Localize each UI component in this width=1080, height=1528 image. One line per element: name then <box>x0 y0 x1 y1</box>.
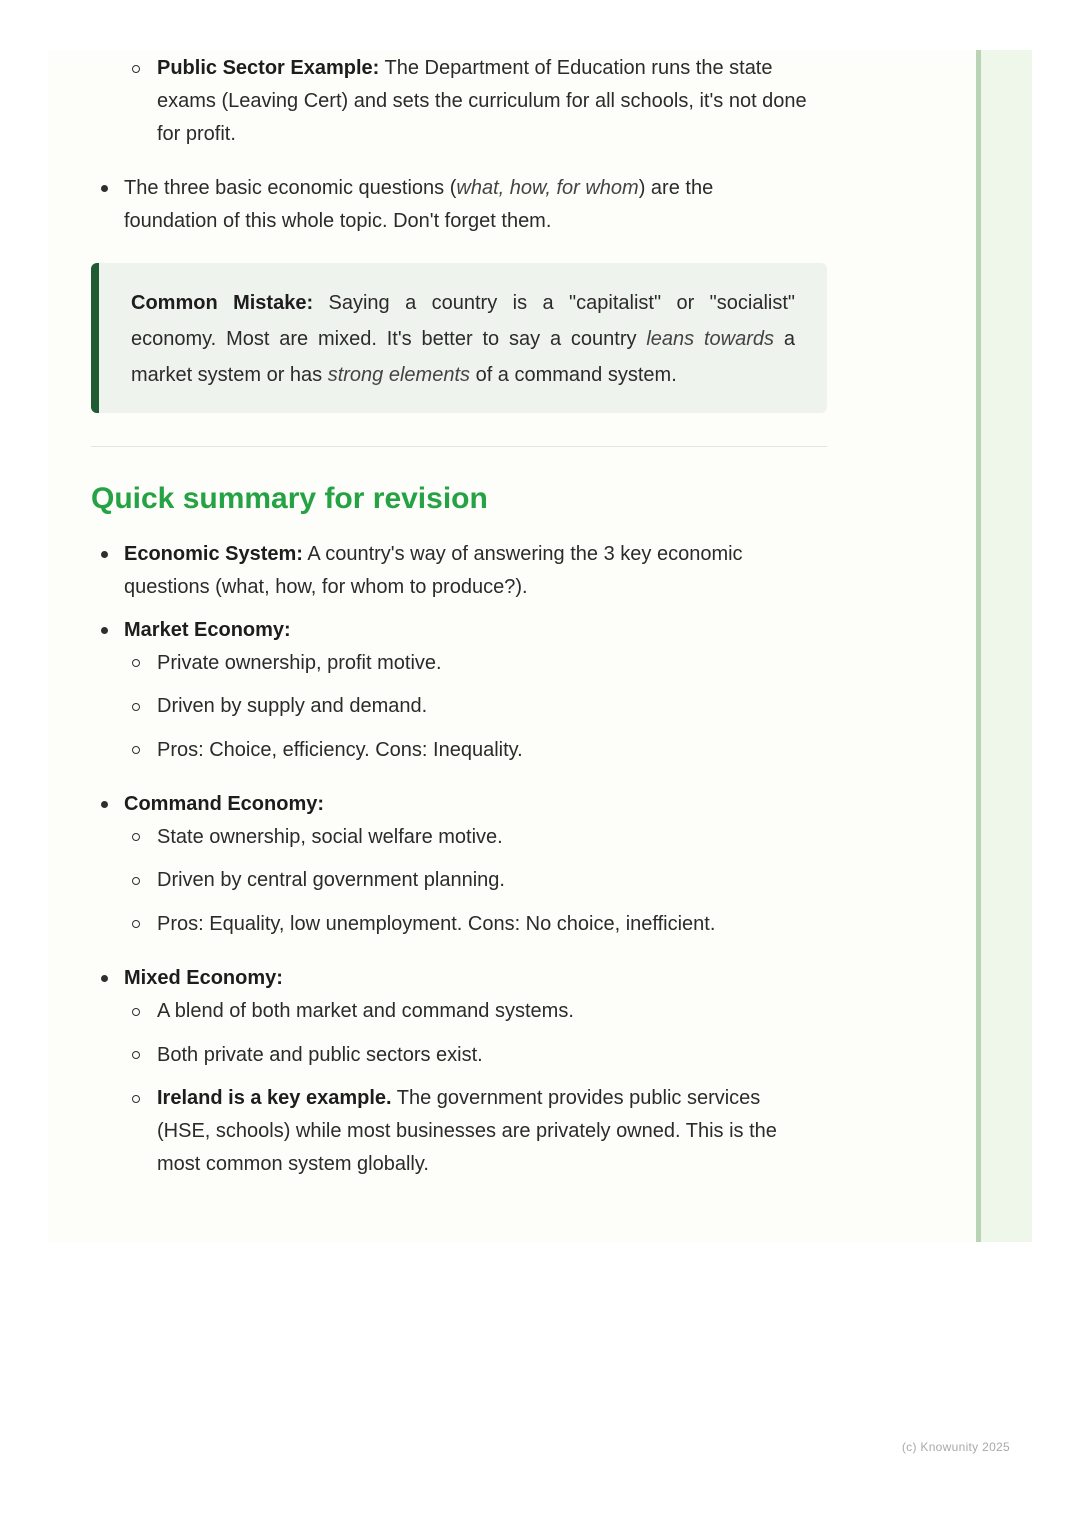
economic-system-label: Economic System: <box>124 543 303 565</box>
market-item: Pros: Choice, efficiency. Cons: Inequality. <box>157 739 523 761</box>
mixed-item: Both private and public sectors exist. <box>157 1044 483 1066</box>
bullet-icon <box>101 975 108 982</box>
public-sector-label: Public Sector Example: <box>157 57 380 79</box>
public-sector-example <box>157 52 817 151</box>
ireland-label: Ireland is a key example. <box>157 1087 392 1109</box>
common-mistake-callout <box>91 263 827 413</box>
sub-bullet-icon <box>132 659 140 667</box>
market-item: Private ownership, profit motive. <box>157 652 442 674</box>
bullet-icon <box>101 627 108 634</box>
public-sector-text: The Department of Education runs the state exams (Leaving Cert) and sets the curriculum for all schools, it's not done for profit. <box>157 57 807 145</box>
market-economy-label: Market Economy: <box>124 619 291 641</box>
callout-text-part: Saying a country is a "capitalist" or "socialist" economy. Most are mixed. It's better to say a country <box>131 292 795 350</box>
bullet-icon <box>101 551 108 558</box>
economic-system-text: A country's way of answering the 3 key economic questions (what, how, for whom to produce?). <box>124 543 743 598</box>
callout-accent-bar <box>91 263 99 413</box>
command-economy-label: Command Economy: <box>124 793 325 815</box>
side-panel <box>976 50 1032 1242</box>
command-item: State ownership, social welfare motive. <box>157 826 503 848</box>
section-title: Quick summary for revision <box>91 482 488 515</box>
basic-questions-italic: what, how, for whom <box>456 177 639 199</box>
copyright-footer: (c) Knowunity 2025 <box>901 1440 1010 1454</box>
bullet-icon <box>101 801 108 808</box>
sub-bullet-icon <box>132 1095 140 1103</box>
sub-bullet-icon <box>132 833 140 841</box>
command-item: Driven by central government planning. <box>157 869 505 891</box>
callout-text-part: of a command system. <box>470 364 677 386</box>
callout-text-part: a market system or has <box>131 328 795 386</box>
market-item: Driven by supply and demand. <box>157 695 428 717</box>
basic-questions-item <box>124 172 764 238</box>
mixed-economy-label: Mixed Economy: <box>124 967 283 989</box>
sub-bullet-icon <box>132 65 140 73</box>
economic-system-item <box>124 538 789 604</box>
callout-italic-part: leans towards <box>646 328 775 350</box>
sub-bullet-icon <box>132 920 140 928</box>
bullet-icon <box>101 185 108 192</box>
callout-label: Common Mistake: <box>131 292 314 314</box>
callout-italic-part: strong elements <box>327 364 471 386</box>
sub-bullet-icon <box>132 877 140 885</box>
basic-questions-after: ) are the foundation of this whole topic. Don't forget them. <box>124 177 714 232</box>
sub-bullet-icon <box>132 1008 140 1016</box>
basic-questions-before: The three basic economic questions ( <box>124 177 457 199</box>
section-divider <box>91 446 827 447</box>
sub-bullet-icon <box>132 746 140 754</box>
mixed-item: A blend of both market and command systems. <box>157 1000 574 1022</box>
sub-bullet-icon <box>132 703 140 711</box>
callout-text <box>131 285 795 393</box>
sub-bullet-icon <box>132 1051 140 1059</box>
command-item: Pros: Equality, low unemployment. Cons: No choice, inefficient. <box>157 913 716 935</box>
ireland-text: The government provides public services (HSE, schools) while most businesses are privately owned. This is the most common system globally. <box>157 1087 777 1175</box>
ireland-example-item <box>157 1082 817 1181</box>
